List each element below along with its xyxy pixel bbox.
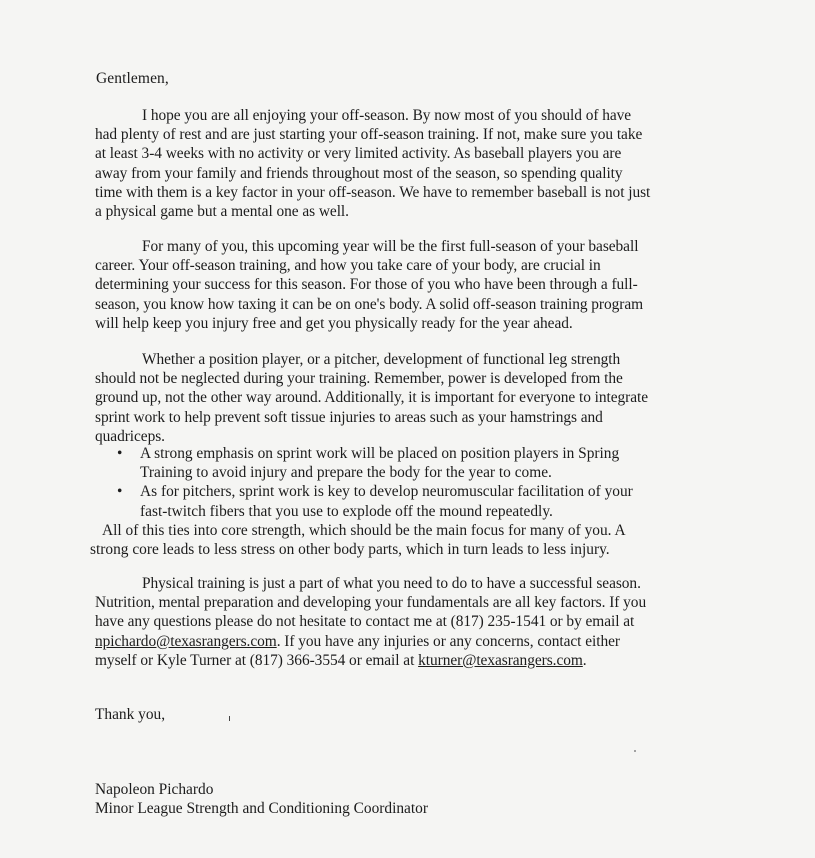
list-item bbox=[95, 444, 651, 482]
salutation: Gentlemen, bbox=[96, 70, 169, 87]
bullet-icon: • bbox=[117, 445, 123, 462]
contact-text-2: . If you have any injuries or any concerns, contact either myself or Kyle Turner at (817) 366-3554 or email at bbox=[95, 632, 620, 669]
bullet-text: As for pitchers, sprint work is key to develop neuromuscular facilitation of your fast-twitch fibers that you use to explode off the mound repeatedly. bbox=[140, 483, 633, 520]
contact-text-1: Physical training is just a part of what you need to do to have a successful season. Nutrition, mental preparation and developing your fundamentals are all key factors. If you have any questions please do not hesitate to contact me at (817) 235-1541 or by email at bbox=[95, 575, 647, 631]
bullet-text: A strong emphasis on sprint work will be placed on position players in Spring Training to avoid injury and prepare the body for the year to come. bbox=[140, 445, 620, 482]
signature-title: Minor League Strength and Conditioning Coordinator bbox=[95, 800, 428, 817]
email-link-npichardo[interactable]: npichardo@texasrangers.com bbox=[95, 632, 277, 650]
closing: Thank you, bbox=[95, 706, 166, 723]
contact-text-3: . bbox=[582, 651, 587, 669]
signature-name: Napoleon Pichardo bbox=[95, 781, 214, 798]
scan-speck bbox=[634, 750, 636, 752]
paragraph-leg-strength: Whether a position player, or a pitcher, development of functional leg strength should not be neglected during your training. Remember, power is developed from the ground up, not the other way around. Additionally, it is important for everyone to integrate sprint work to help prevent soft tissue injuries to areas such as your hamstrings and quadriceps. bbox=[95, 351, 649, 445]
paragraph-first-full-season: For many of you, this upcoming year will be the first full-season of your baseball career. Your off-season training, and how you take care of your body, are crucial in determining your success for this season. For those of you who have been through a full-season, you know how taxing it can be on one's body. A solid off-season training program will help keep you injury free and get you physically ready for the year ahead. bbox=[95, 238, 644, 332]
paragraph-core-strength: All of this ties into core strength, which should be the main focus for many of you. A strong core leads to less stress on other body parts, which in turn leads to less injury. bbox=[90, 522, 625, 559]
scan-mark bbox=[229, 716, 230, 721]
sprint-work-list bbox=[95, 444, 651, 521]
list-item bbox=[95, 482, 651, 520]
paragraph-contact bbox=[95, 574, 651, 670]
bullet-icon: • bbox=[117, 483, 123, 501]
paragraph-offseason-rest: I hope you are all enjoying your off-season. By now most of you should of have had plenty of rest and are just starting your off-season training. If not, make sure you take at least 3-4 weeks with no activity or very limited activity. As baseball players you are away from your family and friends throughout most of the season, so spending quality time with them is a key factor in your off-season. We have to remember baseball is not just a physical game but a mental one as well. bbox=[95, 107, 651, 221]
email-link-kturner[interactable]: kturner@texasrangers.com bbox=[418, 651, 583, 669]
